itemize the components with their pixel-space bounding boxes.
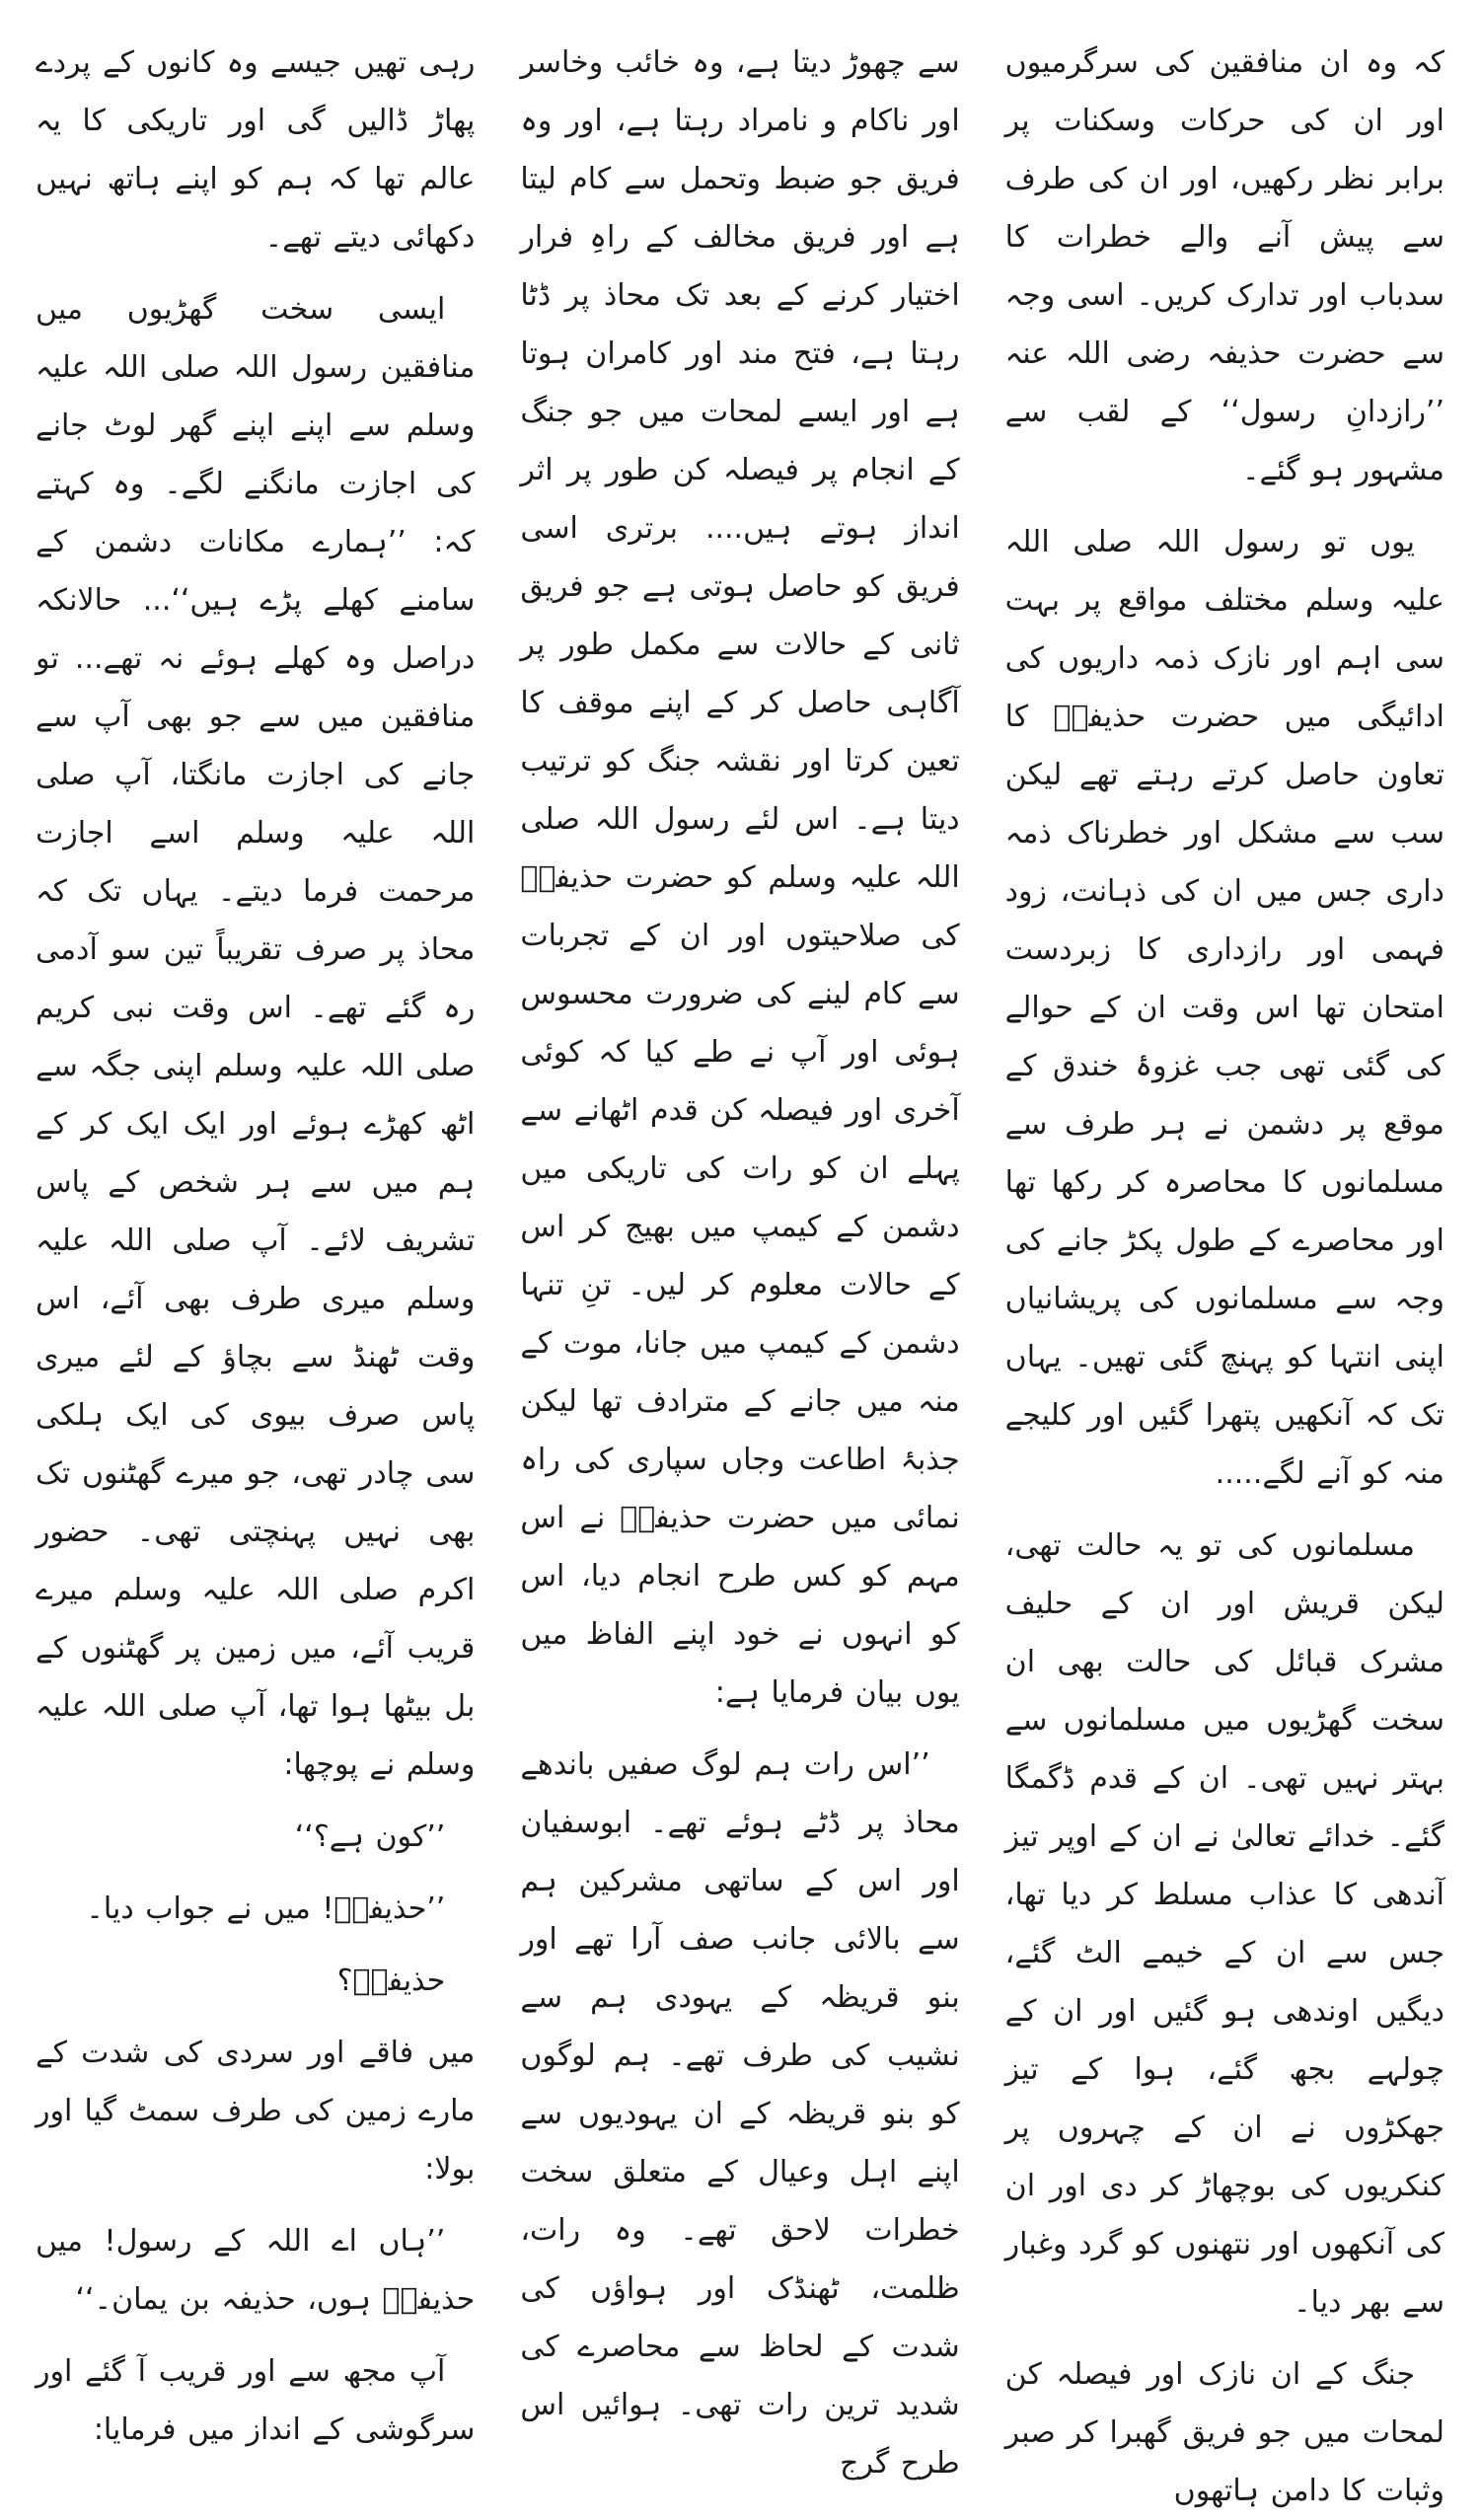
quote-paragraph: ’’اس رات ہم لوگ صفیں باندھے محاذ پر ڈٹے ہوئے تھے۔ ابوسفیان اور اس کے ساتھی مشرکین ہم سے بالائی جانب صف آرا تھے اور بنو قریظہ کے یہودی ہم سے نشیب کی طرف تھے۔ ہم لوگوں کو بنو قریظہ کے ان یہودیوں سے اپنے اہل وعیال کے متعلق سخت خطرات لاحق تھے۔ وہ رات، ظلمت، ٹھنڈک اور ہواؤں کی شدت کے لحاظ سے محاصرے کی شدید ترین رات تھی۔ ہوائیں اس طرح گرج	[520, 1747, 960, 2481]
paragraph: میں فاقے اور سردی کی شدت کے مارے زمین کی طرف سمٹ گیا اور بولا:	[36, 2036, 476, 2186]
paragraph: مسلمانوں کی تو یہ حالت تھی، لیکن قریش اور ان کے حلیف مشرک قبائل کی حالت بھی ان سخت گھڑیوں میں مسلمانوں سے بہتر نہیں تھی۔ ان کے قدم ڈگمگا گئے۔ خدائے تعالیٰ نے ان کے اوپر تیز آندھی کا عذاب مسلط کر دیا تھا، جس سے ان کے خیمے الٹ گئے، دیگیں اوندھی ہو گئیں اور ان کے چولہے بجھ گئے، ہوا کے تیز جھکڑوں نے ان کے چہروں پر کنکریوں کی بوچھاڑ کر دی اور ان کی آنکھوں اور نتھنوں کو گرد وغبار سے بھر دیا۔	[1004, 1528, 1444, 2320]
paragraph: رہی تھیں جیسے وہ کانوں کے پردے پھاڑ ڈالیں گی اور تاریکی کا یہ عالم تھا کہ ہم کو اپنے ہاتھ نہیں دکھائی دیتے تھے۔	[36, 45, 476, 255]
dialogue-line: ’’ہاں اے اللہ کے رسول! میں حذیفہؓ ہوں، حذیفہ بن یمان۔‘‘	[36, 2224, 476, 2317]
text-column-right	[1004, 34, 1444, 2508]
paragraph: جنگ کے ان نازک اور فیصلہ کن لمحات میں جو فریق گھبرا کر صبر وثبات کا دامن ہاتھوں	[1004, 2357, 1444, 2508]
paragraph: ایسی سخت گھڑیوں میں منافقین رسول اللہ صلی اللہ علیہ وسلم سے اپنے اپنے گھر لوٹ جانے کی اجازت مانگنے لگے۔ وہ کہتے کہ: ’’ہمارے مکانات دشمن کے سامنے کھلے پڑے ہیں‘‘... حالانکہ دراصل وہ کھلے ہوئے نہ تھے... تو منافقین میں سے جو بھی آپ سے جانے کی اجازت مانگتا، آپ صلی اللہ علیہ وسلم اسے اجازت مرحمت فرما دیتے۔ یہاں تک کہ محاذ پر صرف تقریباً تین سو آدمی رہ گئے تھے۔ اس وقت نبی کریم صلی اللہ علیہ وسلم اپنی جگہ سے اٹھ کھڑے ہوئے اور ایک ایک کر کے ہم میں سے ہر شخص کے پاس تشریف لائے۔ آپ صلی اللہ علیہ وسلم میری طرف بھی آئے، اس وقت ٹھنڈ سے بچاؤ کے لئے میری پاس صرف بیوی کی ایک ہلکی سی چادر تھی، جو میرے گھٹنوں تک بھی نہیں پہنچتی تھی۔ حضور اکرم صلی اللہ علیہ وسلم میرے قریب آئے، میں زمین پر گھٹنوں کے بل بیٹھا ہوا تھا، آپ صلی اللہ علیہ وسلم نے پوچھا:	[36, 292, 476, 1782]
text-column-left	[36, 34, 476, 2447]
text-column-middle	[520, 34, 960, 2481]
dialogue-line: ’’کون ہے؟‘‘	[294, 1819, 446, 1854]
paragraph: کہ وہ ان منافقین کی سرگرمیوں اور ان کی حرکات وسکنات پر برابر نظر رکھیں، اور ان کی طرف سے پیش آنے والے خطرات کا سدباب اور تدارک کریں۔ اسی وجہ سے حضرت حذیفہ رضی اللہ عنہ ’’رازدانِ رسول‘‘ کے لقب سے مشہور ہو گئے۔	[1004, 45, 1444, 487]
paragraph: سے چھوڑ دیتا ہے، وہ خائب وخاسر اور ناکام و نامراد رہتا ہے، اور وہ فریق جو ضبط وتحمل سے کام لیتا ہے اور فریق مخالف کے راہِ فرار اختیار کرنے کے بعد تک محاذ پر ڈٹا رہتا ہے، فتح مند اور کامران ہوتا ہے اور ایسے لمحات میں جو جنگ کے انجام پر فیصلہ کن طور پر اثر انداز ہوتے ہیں.... برتری اسی فریق کو حاصل ہوتی ہے جو فریق ثانی کے حالات سے مکمل طور پر آگاہی حاصل کر کے اپنے موقف کا تعین کرتا اور نقشہ جنگ کو ترتیب دیتا ہے۔ اس لئے رسول اللہ صلی اللہ علیہ وسلم کو حضرت حذیفہؓ کی صلاحیتوں اور ان کے تجربات سے کام لینے کی ضرورت محسوس ہوئی اور آپ نے طے کیا کہ کوئی آخری اور فیصلہ کن قدم اٹھانے سے پہلے ان کو رات کی تاریکی میں دشمن کے کیمپ میں بھیج کر اس کے حالات معلوم کر لیں۔ تنِ تنہا دشمن کے کیمپ میں جانا، موت کے منہ میں جانے کے مترادف تھا لیکن جذبۂ اطاعت وجاں سپاری کی راہ نمائی میں حضرت حذیفہؓ نے اس مہم کو کس طرح انجام دیا، اس کو انہوں نے خود اپنے الفاظ میں یوں بیان فرمایا ہے:	[520, 45, 960, 1710]
paragraph: یوں تو رسول اللہ صلی اللہ علیہ وسلم مختلف مواقع پر بہت سی اہم اور نازک ذمہ داریوں کی ادائیگی میں حضرت حذیفہؓ کا تعاون حاصل کرتے رہتے تھے لیکن سب سے مشکل اور خطرناک ذمہ داری جس میں ان کی ذہانت، زود فہمی اور رازداری کا زبردست امتحان تھا اس وقت ان کے حوالے کی گئی تھی جب غزوۂ خندق کے موقع پر دشمن نے ہر طرف سے مسلمانوں کا محاصرہ کر رکھا تھا اور محاصرے کے طول پکڑ جانے کی وجہ سے مسلمانوں کی پریشانیاں اپنی انتہا کو پہنچ گئی تھیں۔ یہاں تک کہ آنکھیں پتھرا گئیں اور کلیجے منہ کو آنے لگے.....	[1004, 525, 1444, 1491]
paragraph: آپ مجھ سے اور قریب آ گئے اور سرگوشی کے انداز میں فرمایا:	[36, 2354, 476, 2447]
dialogue-line: ’’حذیفہؓ! میں نے جواب دیا۔	[86, 1891, 446, 1926]
dialogue-line: حذیفہؓ؟	[336, 1964, 446, 1998]
